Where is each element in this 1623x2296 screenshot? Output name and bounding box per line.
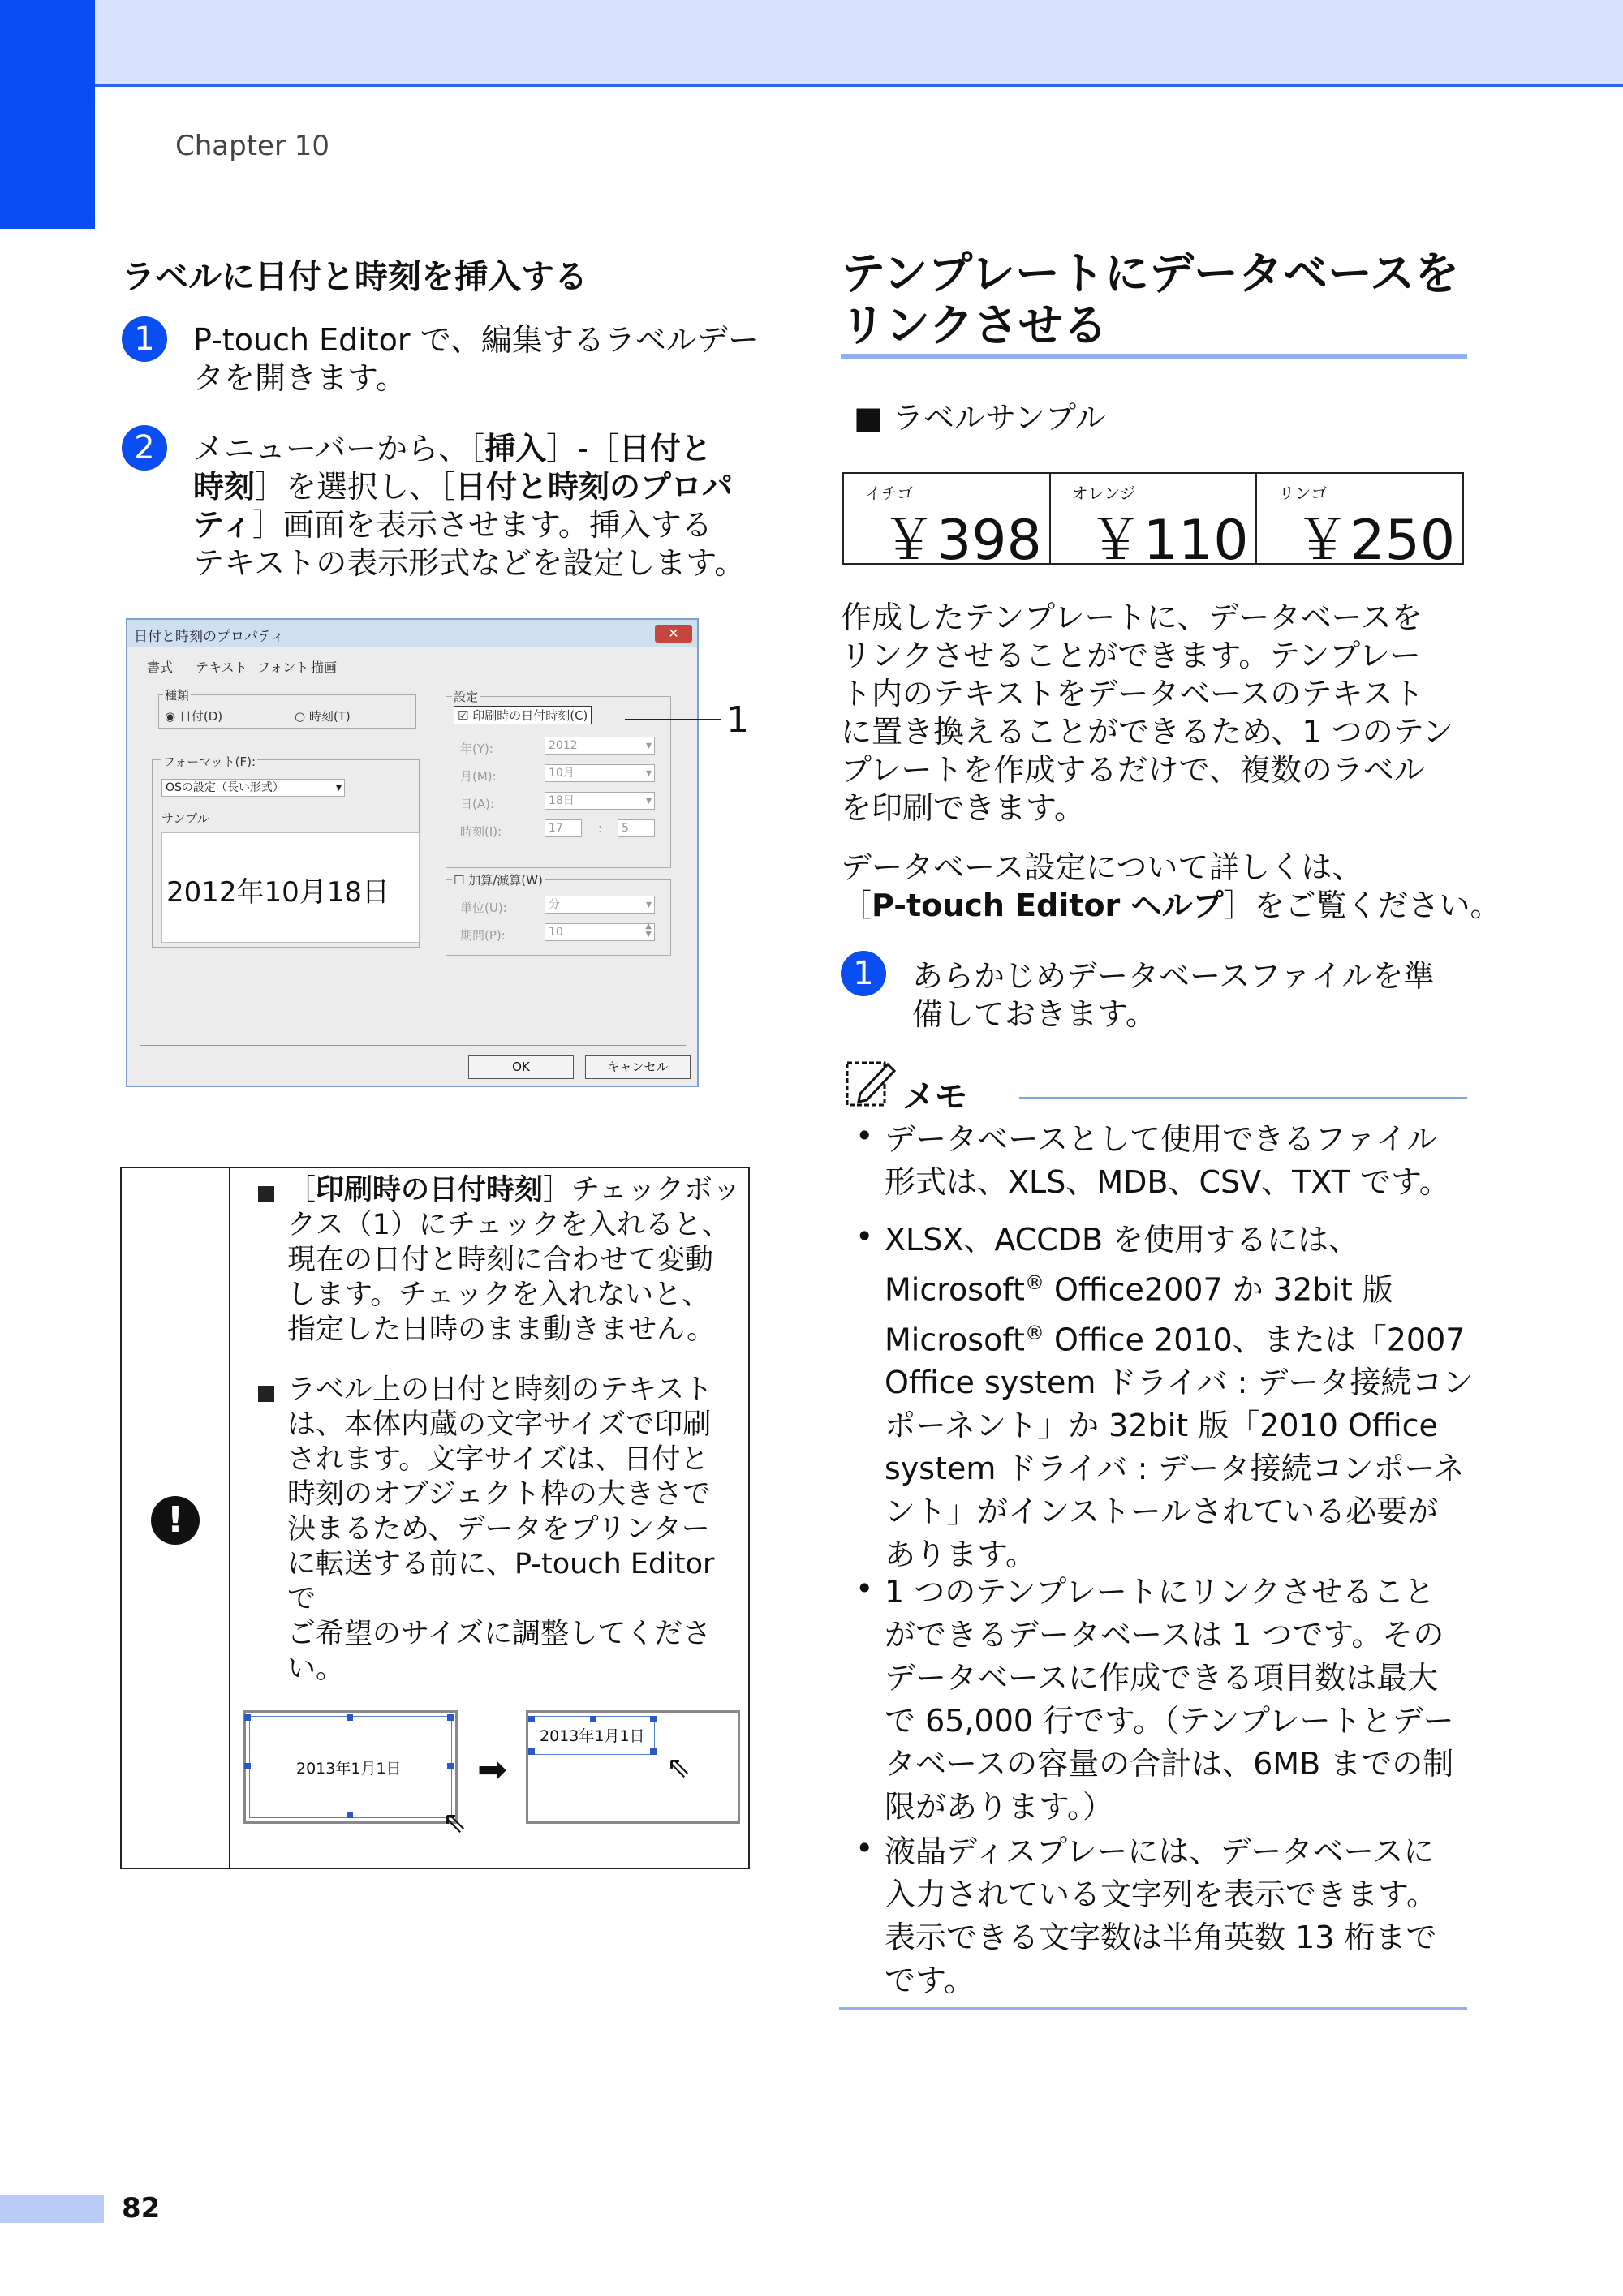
year-select[interactable]: 2012 ▾: [545, 737, 655, 755]
resize-handle: [590, 1716, 596, 1722]
cursor-arrow-icon: ⇖: [442, 1806, 467, 1839]
title-underline: [841, 354, 1467, 359]
callout-leader: [625, 719, 721, 720]
resize-after-image: [526, 1710, 740, 1824]
callout-number: 1: [726, 699, 749, 741]
exclamation-icon: !: [151, 1496, 200, 1545]
month-label: 月(M):: [460, 769, 497, 784]
cursor-arrow-icon: ⇖: [666, 1751, 691, 1784]
memo-rule: [1019, 1097, 1467, 1099]
close-button[interactable]: ✕: [655, 625, 692, 643]
resize-handle: [447, 1714, 454, 1721]
intro-paragraph: 作成したテンプレートに、データベースを リンクさせることができます。テンプレー ト内のテキストをデータベースのテキスト に置き換えることができるため、1 つのテン プレートを作成するだけで、複数のラベル を印刷できます。: [841, 600, 1453, 826]
bullet-dot: •: [855, 1219, 874, 1254]
memo-item-lcd: 液晶ディスプレーには、データベースに 入力されている文字列を表示できます。 表示できる文字数は半角英数 13 桁まで です。: [885, 1834, 1437, 1998]
month-select[interactable]: 10月 ▾: [545, 764, 655, 782]
resize-before-image: [243, 1710, 467, 1839]
year-label: 年(Y):: [460, 742, 493, 756]
resize-handle: [650, 1748, 657, 1755]
important-note-box: [120, 1167, 750, 1869]
chevron-down-icon: ▾: [645, 739, 652, 752]
before-date-text: 2013年1月1日: [296, 1760, 402, 1778]
chevron-down-icon: ▾: [335, 781, 342, 794]
day-select[interactable]: 18日 ▾: [545, 792, 655, 810]
date-time-properties-dialog: [126, 618, 699, 1087]
header-rule: [95, 84, 1623, 87]
time-label: 時刻(I):: [460, 824, 502, 839]
memo-item-formats: データベースとして使用できるファイル 形式は、XLS、MDB、CSV、TXT です。: [885, 1121, 1450, 1200]
db-step-1-badge: 1: [841, 951, 886, 996]
resize-handle: [347, 1714, 353, 1721]
spinner-icon: ▲ ▼: [645, 922, 652, 939]
step-2-badge: 2: [122, 425, 167, 471]
resize-handle: [244, 1763, 251, 1769]
radio-date[interactable]: ◉ 日付(D): [165, 709, 223, 724]
print-time-checkbox[interactable]: ☑ 印刷時の日付時刻(C): [454, 706, 592, 724]
db-step-1-text: あらかじめデータベースファイルを準 備しておきます。: [912, 958, 1435, 1032]
bullet-dot: •: [855, 1571, 874, 1606]
square-bullet-icon: [258, 1186, 274, 1202]
chapter-label: Chapter 10: [175, 130, 330, 162]
label-sample-table: [842, 472, 1464, 573]
chapter-tab-block: [0, 0, 95, 229]
help-reference-paragraph: データベース設定について詳しくは、 ［P-touch Editor ヘルプ］をご覧ください。: [841, 849, 1501, 923]
memo-bottom-rule: [839, 2007, 1467, 2010]
sample-strawberry: イチゴ ￥398: [844, 474, 1051, 563]
kind-label: 種類: [165, 688, 190, 703]
step-1-text: P-touch Editor で、編集するラベルデー タを開きます。: [193, 322, 759, 396]
page-number: 82: [122, 2192, 161, 2225]
sample-date: 2012年10月18日: [166, 876, 390, 909]
unit-label: 単位(U):: [460, 901, 507, 915]
resize-handle: [244, 1714, 251, 1721]
step-2-text: メニューバーから、［挿入］-［日付と 時刻］を選択し、［日付と時刻のプロパ ティ］画面を表示させます。挿入する テキストの表示形式などを設定します。: [193, 431, 746, 581]
section-heading-date-time: ラベルに日付と時刻を挿入する: [122, 257, 588, 296]
minute-field[interactable]: 5: [618, 819, 655, 837]
format-label: フォーマット(F):: [163, 755, 256, 769]
unit-select[interactable]: 分 ▾: [545, 896, 655, 914]
bullet-dot: •: [855, 1118, 874, 1154]
header-band: [0, 0, 1623, 84]
chevron-down-icon: ▾: [645, 794, 652, 807]
ok-button[interactable]: OK: [468, 1055, 574, 1079]
memo-item-xlsx: XLSX、ACCDB を使用するには、 Microsoft® Office2007 か 32bit 版 Microsoft® Office 2010、または「2007 Office system ドライバ : データ接続コン ポーネント」か 32bit 版「2010 Office system ドライバ : データ接続コンポーネ ント」がインストールされている必要が あります。: [885, 1222, 1474, 1573]
arrow-right-icon: ➡: [477, 1749, 507, 1791]
tab-draw[interactable]: 描画: [311, 660, 338, 675]
time-separator: :: [598, 821, 603, 836]
bullet-dot: •: [855, 1830, 874, 1866]
after-date-text: 2013年1月1日: [540, 1727, 645, 1745]
hour-field[interactable]: 17: [545, 819, 582, 837]
chevron-down-icon: ▾: [645, 898, 652, 911]
memo-pencil-icon: [844, 1056, 896, 1108]
resize-handle: [347, 1812, 353, 1818]
radio-time[interactable]: ○ 時刻(T): [295, 709, 351, 724]
sample-orange: オレンジ ￥110: [1051, 474, 1258, 563]
label-sample-heading: ■ ラベルサンプル: [854, 400, 1106, 436]
chevron-down-icon: ▾: [645, 767, 652, 780]
resize-handle: [528, 1716, 535, 1722]
tab-format[interactable]: 書式: [147, 660, 174, 675]
button-divider: [140, 1045, 686, 1046]
resize-handle: [447, 1763, 454, 1769]
memo-item-single-db: 1 つのテンプレートにリンクさせること ができるデータベースは 1 つです。その データベースに作成できる項目数は最大 で 65,000 行です。（テンプレートとデー タベースの容量の合計は、6MB までの制 限があります。）: [885, 1574, 1454, 1825]
square-bullet-icon: [258, 1386, 274, 1402]
addsub-group: [446, 879, 671, 956]
resize-handle: [650, 1716, 657, 1722]
step-1-badge: 1: [122, 316, 167, 362]
memo-title: メモ: [902, 1078, 967, 1116]
section-title-database: テンプレートにデータベースを リンクさせる: [841, 247, 1460, 351]
period-label: 期間(P):: [460, 928, 506, 943]
addsub-checkbox[interactable]: ☐ 加算/減算(W): [454, 873, 543, 888]
settings-label: 設定: [454, 690, 479, 704]
dialog-title: 日付と時刻のプロパティ: [134, 629, 285, 645]
note-divider: [229, 1168, 230, 1868]
period-stepper[interactable]: 10 ▲ ▼: [545, 923, 655, 941]
tab-font[interactable]: フォント: [257, 660, 309, 675]
page-number-band: [0, 2195, 104, 2223]
resize-handle: [528, 1748, 535, 1755]
cancel-button[interactable]: キャンセル: [585, 1055, 691, 1079]
sample-apple: リンゴ ￥250: [1278, 484, 1456, 573]
day-label: 日(A):: [460, 797, 495, 811]
note-item-font-size: ラベル上の日付と時刻のテキスト は、本体内蔵の文字サイズで印刷 されます。文字サイズは、日付と 時刻のオブジェクト枠の大きさで 決まるため、データをプリンター に転送する前に、P-touch Editor で ご希望のサイズに調整してくださ い。: [287, 1374, 715, 1685]
tab-text[interactable]: テキスト: [196, 660, 248, 675]
format-select[interactable]: OSの設定（長い形式） ▾: [161, 779, 345, 797]
sample-label: サンプル: [161, 811, 209, 826]
note-item-print-time: ［印刷時の日付時刻］チェックボッ クス（1）にチェックを入れると、 現在の日付と時刻に合わせて変動 します。チェックを入れないと、 指定した日時のまま動きません。: [287, 1174, 741, 1346]
